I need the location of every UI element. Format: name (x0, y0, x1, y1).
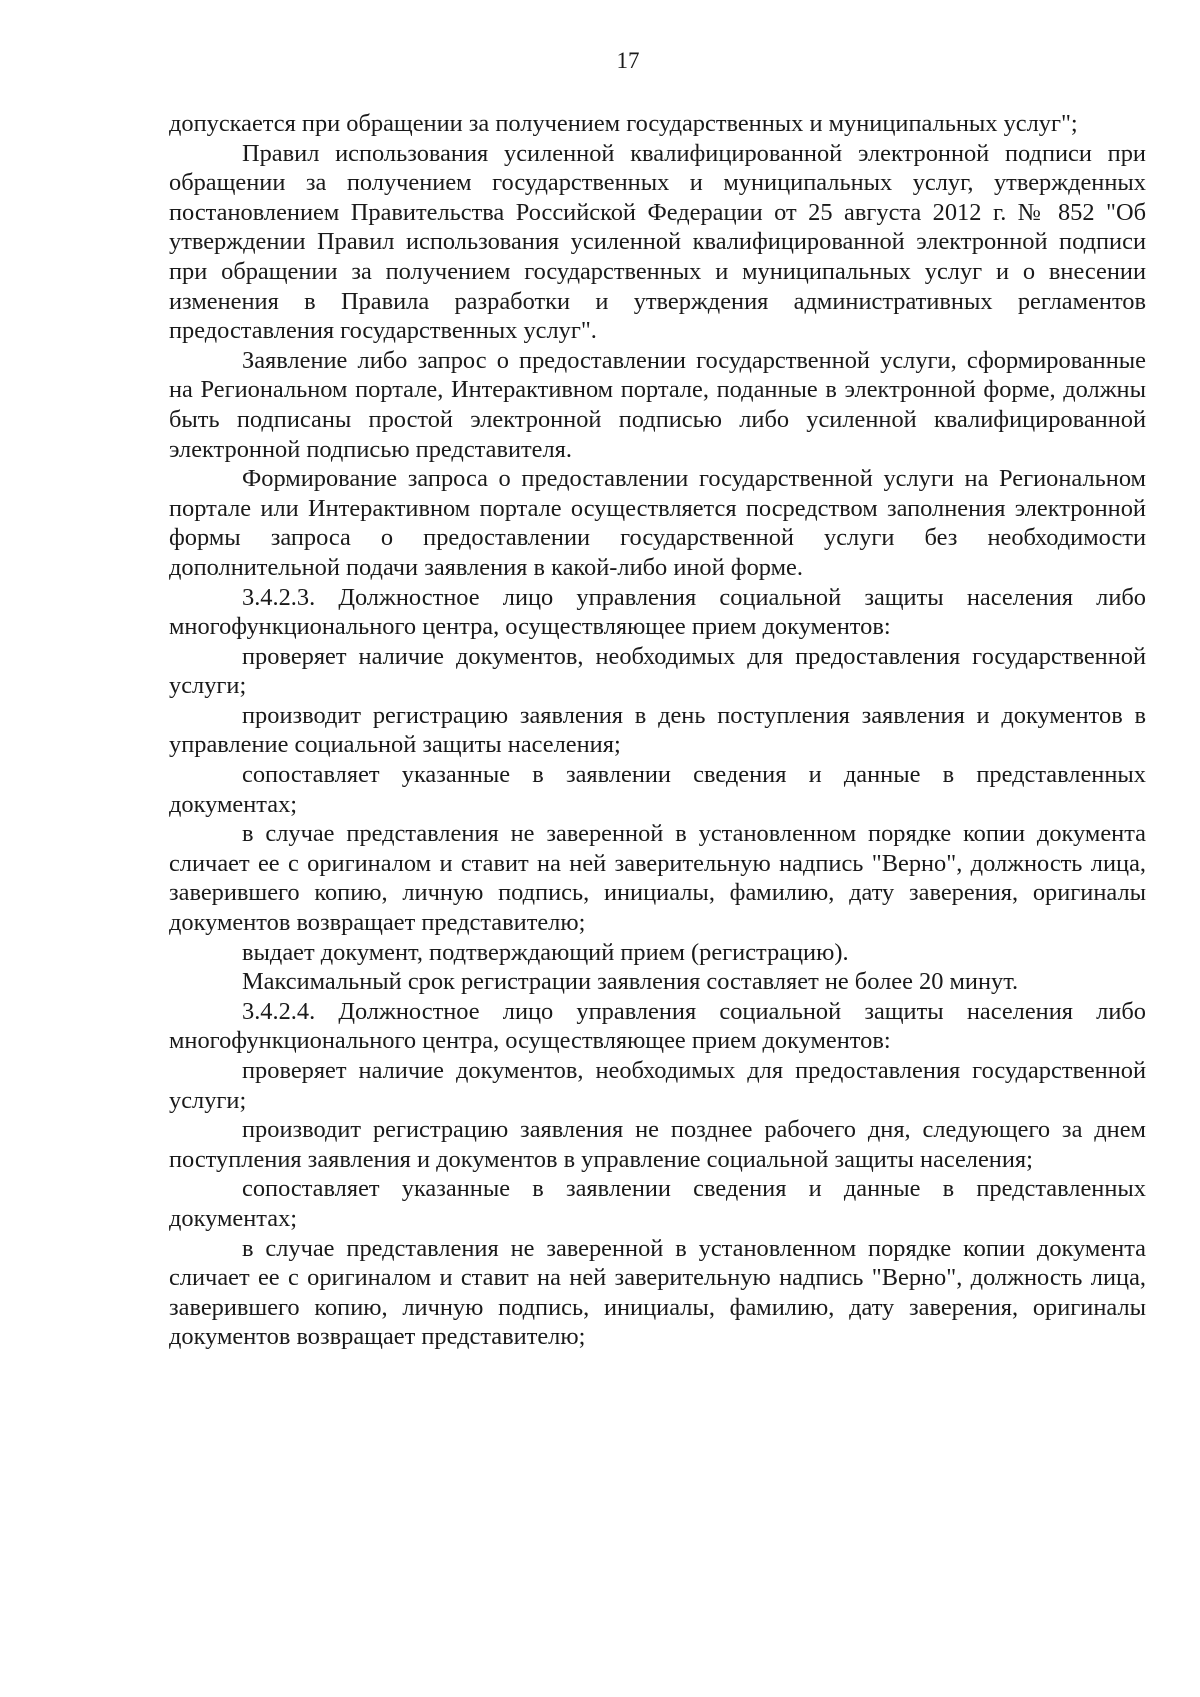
list-item: выдает документ, подтверждающий прием (регистрацию). (242, 938, 849, 966)
paragraph-continuation: допускается при обращении за получением государственных и муниципальных услуг"; (169, 110, 1078, 137)
paragraph-request-formation: Формирование запроса о предоставлении государственной услуги на Региональном портале или Интерактивном портале осуществляется посредством заполнения электронной формы запроса о предоставлении государственной услуги без необходимости дополнительной подачи заявления в какой-либо иной форме. (169, 465, 1146, 581)
paragraph-application-signing: Заявление либо запрос о предоставлении государственной услуги, сформированные на Региональном портале, Интерактивном портале, поданные в электронной форме, должны быть подписаны простой электронной подписью либо усиленной квалифицированной электронной подписью представителя. (169, 346, 1146, 463)
paragraph-section-3-4-2-3: 3.4.2.3. Должностное лицо управления социальной защиты населения либо многофункционального центра, осуществляющее прием документов: (169, 583, 1146, 641)
list-item: производит регистрацию заявления в день поступления заявления и документов в управление социальной защиты населения; (169, 701, 1146, 759)
list-item: в случае представления не заверенной в установленном порядке копии документа сличает ее с оригиналом и ставит на ней заверительную надпись "Верно", должность лица, заверившего копию, личную подпись, инициалы, фамилию, дату заверения, оригиналы документов возвращает представителю; (169, 820, 1146, 937)
body-text (169, 109, 1146, 1352)
list-item: проверяет наличие документов, необходимых для предоставления государственной услуги; (169, 1057, 1146, 1114)
paragraph-max-registration-time: Максимальный срок регистрации заявления составляет не более 20 минут. (242, 968, 1019, 996)
list-item: сопоставляет указанные в заявлении сведения и данные в представленных документах; (169, 1175, 1146, 1232)
page-number: 17 (616, 48, 640, 73)
paragraph-signature-rules: Правил использования усиленной квалифицированной электронной подписи при обращении за получением государственных и муниципальных услуг, утвержденных постановлением Правительства Российской Федерации от 25 августа 2012 г. № 852 "Об утверждении Правил использования усиленной квалифицированной электронной подписи при обращении за получением государственных и муниципальных услуг и о внесении изменения в Правила разработки и утверждения административных регламентов предоставления государственных услуг". (169, 139, 1146, 345)
paragraph-section-3-4-2-4: 3.4.2.4. Должностное лицо управления социальной защиты населения либо многофункционального центра, осуществляющее прием документов: (169, 997, 1146, 1055)
list-item: в случае представления не заверенной в установленном порядке копии документа сличает ее с оригиналом и ставит на ней заверительную надпись "Верно", должность лица, заверившего копию, личную подпись, инициалы, фамилию, дату заверения, оригиналы документов возвращает представителю; (169, 1234, 1146, 1351)
list-item: проверяет наличие документов, необходимых для предоставления государственной услуги; (169, 642, 1146, 700)
list-item: сопоставляет указанные в заявлении сведения и данные в представленных документах; (169, 761, 1146, 818)
list-item: производит регистрацию заявления не позднее рабочего дня, следующего за днем поступления заявления и документов в управление социальной защиты населения; (169, 1116, 1146, 1173)
